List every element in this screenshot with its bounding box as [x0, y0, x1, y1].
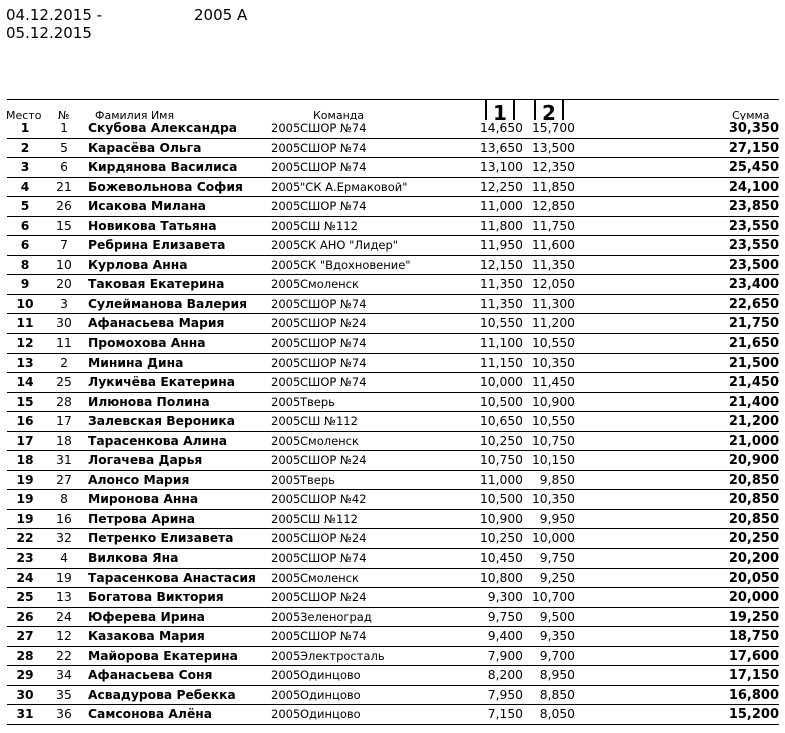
table-row	[7, 295, 779, 315]
name-cell: Курлова Анна	[88, 257, 188, 272]
number-cell: 27	[56, 472, 72, 487]
total-cell: 20,850	[728, 492, 779, 508]
total-cell: 23,400	[728, 277, 779, 293]
place-cell: 4	[20, 179, 30, 194]
name-cell: Сулейманова Валерия	[88, 296, 247, 311]
name-cell: Исакова Милана	[88, 199, 206, 214]
total-cell: 17,150	[728, 668, 779, 684]
name-cell: Карасёва Ольга	[88, 140, 202, 155]
col-place: Место	[6, 109, 42, 120]
place-cell: 15	[16, 394, 34, 409]
table-row	[7, 217, 779, 237]
total-cell: 20,850	[728, 511, 779, 527]
number-cell: 26	[56, 199, 72, 214]
year-cell: 2005	[271, 218, 301, 233]
year-cell: 2005	[271, 492, 301, 507]
score1-cell: 10,250	[479, 433, 523, 448]
year-cell: 2005	[271, 238, 301, 253]
col-name: Фамилия Имя	[95, 109, 175, 120]
score2-cell: 12,350	[531, 160, 575, 175]
score1-cell: 14,650	[479, 121, 523, 135]
score2-cell: 10,350	[531, 355, 575, 370]
team-cell: СШОР №74	[300, 160, 367, 175]
place-cell: 19	[16, 472, 34, 487]
year-cell: 2005	[271, 433, 301, 448]
name-cell: Асвадурова Ребекка	[88, 687, 236, 702]
name-cell: Лукичёва Екатерина	[88, 375, 236, 390]
place-cell: 13	[16, 355, 34, 370]
team-cell: СШОР №74	[300, 199, 367, 214]
name-cell: Тарасенкова Анастасия	[88, 570, 256, 585]
place-cell: 26	[16, 609, 34, 624]
team-cell: Смоленск	[300, 433, 359, 448]
score1-cell: 10,750	[479, 453, 523, 468]
number-cell: 36	[56, 707, 72, 722]
col-num: №	[58, 109, 70, 120]
score2-cell: 10,900	[531, 394, 575, 409]
place-cell: 12	[16, 336, 34, 351]
year-cell: 2005	[271, 394, 301, 409]
table-row	[7, 451, 779, 471]
year-cell: 2005	[271, 511, 301, 526]
place-cell: 28	[16, 648, 34, 663]
score2-cell: 12,850	[531, 199, 575, 214]
number-cell: 20	[56, 277, 72, 292]
date-range: 04.12.2015 - 05.12.2015	[6, 6, 103, 42]
table-row	[7, 666, 779, 686]
place-cell: 3	[20, 160, 30, 175]
score2-cell: 10,700	[531, 590, 575, 605]
table-row	[7, 608, 779, 628]
total-cell: 20,050	[728, 570, 779, 586]
score2-cell: 10,000	[531, 531, 575, 546]
year-cell: 2005	[271, 551, 301, 566]
year-cell: 2005	[271, 160, 301, 175]
table-row	[7, 627, 779, 647]
place-cell: 2	[20, 140, 30, 155]
year-cell: 2005	[271, 257, 301, 272]
table-row	[7, 178, 779, 198]
place-cell: 29	[16, 668, 34, 683]
total-cell: 20,850	[728, 472, 779, 488]
year-cell: 2005	[271, 668, 301, 683]
team-cell: Одинцово	[300, 687, 361, 702]
number-cell: 24	[56, 609, 72, 624]
name-cell: Алонсо Мария	[88, 472, 190, 487]
score2-cell: 9,950	[539, 511, 575, 526]
table-row	[7, 432, 779, 452]
year-cell: 2005	[271, 609, 301, 624]
place-cell: 24	[16, 570, 34, 585]
header-rule	[7, 99, 779, 100]
team-cell: Одинцово	[300, 668, 361, 683]
total-cell: 21,200	[728, 414, 779, 430]
team-cell: Зеленоград	[300, 609, 372, 624]
score1-cell: 11,150	[479, 355, 523, 370]
place-cell: 19	[16, 492, 34, 507]
place-cell: 1	[20, 121, 30, 135]
number-cell: 3	[60, 296, 68, 311]
year-cell: 2005	[271, 355, 301, 370]
year-cell: 2005	[271, 179, 301, 194]
number-cell: 30	[56, 316, 72, 331]
score2-cell: 11,450	[531, 375, 575, 390]
team-cell: СК АНО "Лидер"	[300, 238, 399, 253]
place-cell: 23	[16, 551, 34, 566]
number-cell: 15	[56, 218, 72, 233]
score2-cell: 11,750	[531, 218, 575, 233]
number-cell: 4	[60, 551, 68, 566]
score1-cell: 9,400	[487, 629, 523, 644]
place-cell: 8	[20, 257, 30, 272]
team-cell: СШ №112	[300, 511, 358, 526]
score2-cell: 12,050	[531, 277, 575, 292]
team-cell: Смоленск	[300, 570, 359, 585]
table-row	[7, 119, 779, 139]
score1-cell: 10,000	[479, 375, 523, 390]
total-cell: 23,850	[728, 199, 779, 215]
team-cell: "СК А.Ермаковой"	[300, 179, 408, 194]
score1-cell: 10,800	[479, 570, 523, 585]
score2-cell: 11,200	[531, 316, 575, 331]
team-cell: Смоленск	[300, 277, 359, 292]
score2-cell: 9,350	[539, 629, 575, 644]
score1-cell: 10,900	[479, 511, 523, 526]
place-cell: 31	[16, 707, 34, 722]
year-cell: 2005	[271, 531, 301, 546]
place-cell: 22	[16, 531, 34, 546]
place-cell: 10	[16, 296, 34, 311]
score2-cell: 9,750	[539, 551, 575, 566]
team-cell: СШОР №74	[300, 375, 367, 390]
score2-cell: 10,550	[531, 336, 575, 351]
table-row	[7, 275, 779, 295]
score2-cell: 11,600	[531, 238, 575, 253]
number-cell: 7	[60, 238, 68, 253]
score1-cell: 12,150	[479, 257, 523, 272]
total-cell: 21,650	[728, 336, 779, 352]
score2-cell: 10,750	[531, 433, 575, 448]
year-cell: 2005	[271, 707, 301, 722]
total-cell: 20,000	[728, 590, 779, 606]
score2-cell: 9,500	[539, 609, 575, 624]
score1-cell: 12,250	[479, 179, 523, 194]
table-row	[7, 314, 779, 334]
year-cell: 2005	[271, 375, 301, 390]
score1-cell: 9,300	[487, 590, 523, 605]
total-cell: 21,500	[728, 355, 779, 371]
team-cell: СШОР №74	[300, 629, 367, 644]
score1-cell: 8,200	[487, 668, 523, 683]
year-cell: 2005	[271, 648, 301, 663]
number-cell: 13	[56, 590, 72, 605]
total-cell: 17,600	[728, 648, 779, 664]
score2-cell: 11,850	[531, 179, 575, 194]
name-cell: Богатова Виктория	[88, 590, 224, 605]
name-cell: Казакова Мария	[88, 629, 205, 644]
team-cell: Электросталь	[300, 648, 385, 663]
score2-cell: 11,350	[531, 257, 575, 272]
number-cell: 5	[60, 140, 68, 155]
score1-cell: 10,500	[479, 394, 523, 409]
total-cell: 20,900	[728, 453, 779, 469]
total-cell: 21,000	[728, 433, 779, 449]
place-cell: 27	[16, 629, 34, 644]
number-cell: 22	[56, 648, 72, 663]
number-cell: 28	[56, 394, 72, 409]
team-cell: СК "Вдохновение"	[300, 257, 411, 272]
total-cell: 30,350	[728, 121, 779, 136]
team-cell: СШОР №74	[300, 551, 367, 566]
score2-cell: 13,500	[531, 140, 575, 155]
total-cell: 25,450	[728, 160, 779, 176]
team-cell: СШОР №74	[300, 121, 367, 135]
place-cell: 11	[16, 316, 34, 331]
name-cell: Кирдянова Василиса	[88, 160, 238, 175]
total-cell: 16,800	[728, 687, 779, 703]
place-cell: 6	[20, 238, 30, 253]
score2-cell: 10,350	[531, 492, 575, 507]
score2-cell: 8,050	[539, 707, 575, 722]
number-cell: 18	[56, 433, 72, 448]
score1-cell: 11,000	[479, 472, 523, 487]
col-team: Команда	[313, 109, 365, 120]
score1-cell: 9,750	[487, 609, 523, 624]
year-cell: 2005	[271, 277, 301, 292]
team-cell: СШОР №24	[300, 453, 367, 468]
total-cell: 23,550	[728, 218, 779, 234]
score2-cell: 15,700	[531, 121, 575, 135]
name-cell: Таковая Екатерина	[88, 277, 225, 292]
total-cell: 23,500	[728, 257, 779, 273]
place-cell: 16	[16, 414, 34, 429]
col-total: Сумма	[732, 109, 770, 120]
table-row	[7, 139, 779, 159]
year-cell: 2005	[271, 472, 301, 487]
team-cell: СШОР №74	[300, 355, 367, 370]
number-cell: 32	[56, 531, 72, 546]
score1-cell: 11,800	[479, 218, 523, 233]
year-cell: 2005	[271, 199, 301, 214]
table-row	[7, 510, 779, 530]
name-cell: Логачева Дарья	[88, 453, 203, 468]
score1-cell: 10,450	[479, 551, 523, 566]
total-cell: 23,550	[728, 238, 779, 254]
score2-cell: 9,250	[539, 570, 575, 585]
score1-cell: 7,950	[487, 687, 523, 702]
name-cell: Петрова Арина	[88, 511, 196, 526]
score1-cell: 7,900	[487, 648, 523, 663]
team-cell: СШОР №24	[300, 531, 367, 546]
table-row	[7, 647, 779, 667]
total-cell: 27,150	[728, 140, 779, 156]
score2-cell: 9,700	[539, 648, 575, 663]
number-cell: 10	[56, 257, 72, 272]
score1-cell: 11,100	[479, 336, 523, 351]
score1-cell: 7,150	[487, 707, 523, 722]
year-cell: 2005	[271, 140, 301, 155]
name-cell: Петренко Елизавета	[88, 531, 234, 546]
total-cell: 15,200	[728, 707, 779, 723]
number-cell: 16	[56, 511, 72, 526]
name-cell: Божевольнова София	[88, 179, 243, 194]
number-cell: 31	[56, 453, 72, 468]
number-cell: 6	[60, 160, 68, 175]
score1-cell: 10,250	[479, 531, 523, 546]
name-cell: Афанасьева Соня	[88, 668, 213, 683]
place-cell: 18	[16, 453, 34, 468]
number-cell: 21	[56, 179, 72, 194]
score1-cell: 13,650	[479, 140, 523, 155]
number-cell: 19	[56, 570, 72, 585]
score2-cell: 10,550	[531, 414, 575, 429]
place-cell: 30	[16, 687, 34, 702]
table-row	[7, 569, 779, 589]
name-cell: Вилкова Яна	[88, 551, 179, 566]
score2-cell: 8,850	[539, 687, 575, 702]
score1-cell: 11,350	[479, 296, 523, 311]
table-row	[7, 334, 779, 354]
score2-cell: 10,150	[531, 453, 575, 468]
year-cell: 2005	[271, 687, 301, 702]
total-cell: 24,100	[728, 179, 779, 195]
number-cell: 35	[56, 687, 72, 702]
total-cell: 20,200	[728, 551, 779, 567]
score1-cell: 13,100	[479, 160, 523, 175]
col-score-1: 1	[485, 99, 515, 120]
team-cell: Одинцово	[300, 707, 361, 722]
number-cell: 34	[56, 668, 72, 683]
name-cell: Юферева Ирина	[88, 609, 205, 624]
number-cell: 2	[60, 355, 68, 370]
total-cell: 19,250	[728, 609, 779, 625]
table-row	[7, 197, 779, 217]
table-row	[7, 412, 779, 432]
team-cell: СШ №112	[300, 414, 358, 429]
score2-cell: 8,950	[539, 668, 575, 683]
team-cell: СШОР №24	[300, 316, 367, 331]
name-cell: Илюнова Полина	[88, 394, 210, 409]
score1-cell: 11,000	[479, 199, 523, 214]
number-cell: 8	[60, 492, 68, 507]
year-cell: 2005	[271, 453, 301, 468]
results-table	[7, 119, 779, 725]
table-row	[7, 549, 779, 569]
total-cell: 20,250	[728, 531, 779, 547]
name-cell: Промохова Анна	[88, 336, 206, 351]
table-row	[7, 705, 779, 725]
total-cell: 21,400	[728, 394, 779, 410]
year-cell: 2005	[271, 414, 301, 429]
team-cell: СШОР №74	[300, 296, 367, 311]
score2-cell: 11,300	[531, 296, 575, 311]
score2-cell: 9,850	[539, 472, 575, 487]
place-cell: 9	[20, 277, 30, 292]
team-cell: Тверь	[300, 472, 335, 487]
score1-cell: 11,950	[479, 238, 523, 253]
table-row	[7, 588, 779, 608]
name-cell: Миронова Анна	[88, 492, 199, 507]
table-row	[7, 158, 779, 178]
year-cell: 2005	[271, 121, 301, 135]
number-cell: 11	[56, 336, 72, 351]
team-cell: СШ №112	[300, 218, 358, 233]
table-row	[7, 354, 779, 374]
team-cell: СШОР №42	[300, 492, 367, 507]
table-row	[7, 471, 779, 491]
name-cell: Залевская Вероника	[88, 414, 235, 429]
name-cell: Ребрина Елизавета	[88, 238, 226, 253]
number-cell: 12	[56, 629, 72, 644]
table-row	[7, 373, 779, 393]
place-cell: 5	[20, 199, 30, 214]
place-cell: 17	[16, 433, 34, 448]
table-row	[7, 529, 779, 549]
team-cell: Тверь	[300, 394, 335, 409]
name-cell: Скубова Александра	[88, 121, 238, 135]
col-score-2: 2	[534, 99, 564, 120]
team-cell: СШОР №74	[300, 336, 367, 351]
table-row	[7, 236, 779, 256]
place-cell: 6	[20, 218, 30, 233]
table-row	[7, 393, 779, 413]
total-cell: 21,450	[728, 375, 779, 391]
year-cell: 2005	[271, 590, 301, 605]
score1-cell: 10,500	[479, 492, 523, 507]
place-cell: 25	[16, 590, 34, 605]
year-cell: 2005	[271, 316, 301, 331]
table-row	[7, 256, 779, 276]
number-cell: 1	[60, 121, 68, 135]
total-cell: 18,750	[728, 629, 779, 645]
total-cell: 22,650	[728, 296, 779, 312]
name-cell: Афанасьева Мария	[88, 316, 225, 331]
place-cell: 14	[16, 375, 34, 390]
number-cell: 25	[56, 375, 72, 390]
score1-cell: 11,350	[479, 277, 523, 292]
place-cell: 19	[16, 511, 34, 526]
name-cell: Тарасенкова Алина	[88, 433, 228, 448]
age-group: 2005 А	[194, 6, 248, 24]
total-cell: 21,750	[728, 316, 779, 332]
team-cell: СШОР №74	[300, 140, 367, 155]
name-cell: Самсонова Алёна	[88, 707, 213, 722]
name-cell: Майорова Екатерина	[88, 648, 238, 663]
year-cell: 2005	[271, 629, 301, 644]
number-cell: 17	[56, 414, 72, 429]
year-cell: 2005	[271, 570, 301, 585]
score1-cell: 10,650	[479, 414, 523, 429]
year-cell: 2005	[271, 296, 301, 311]
name-cell: Новикова Татьяна	[88, 218, 217, 233]
table-row	[7, 686, 779, 706]
score1-cell: 10,550	[479, 316, 523, 331]
year-cell: 2005	[271, 336, 301, 351]
table-row	[7, 490, 779, 510]
name-cell: Минина Дина	[88, 355, 184, 370]
team-cell: СШОР №24	[300, 590, 367, 605]
